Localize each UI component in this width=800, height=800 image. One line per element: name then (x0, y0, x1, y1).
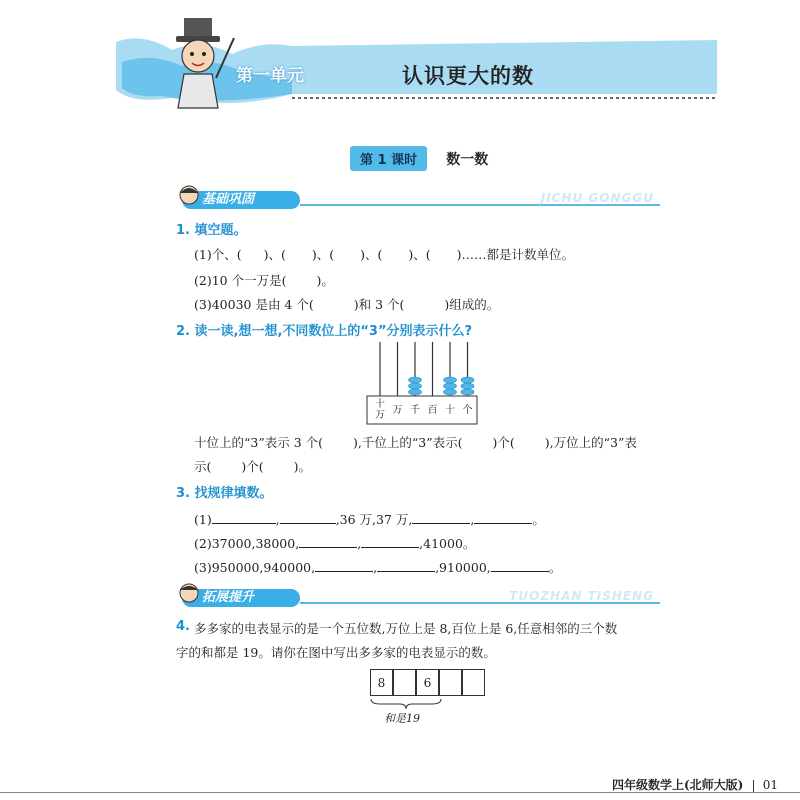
q1-line-3: (3)40030 是由 4 个( )和 3 个( )组成的。 (194, 297, 500, 312)
abacus-bead (444, 389, 457, 395)
q1-line-2: (2)10 个一万是( )。 (194, 273, 334, 288)
section-basic-pinyin: JICHU GONGGU (540, 191, 654, 205)
meter-digit-box[interactable]: 8 (370, 669, 393, 696)
abacus-place-label: 百 (427, 405, 438, 416)
abacus-bead (444, 377, 457, 383)
footer-page: 01 (762, 778, 778, 792)
section-basic-label: 基础巩固 (202, 192, 255, 207)
q1-title: 1. 填空题。 (176, 223, 247, 238)
abacus-figure (366, 340, 478, 426)
q1-line-1: (1)个、( )、( )、( )、( )、( )……都是计数单位。 (194, 247, 575, 262)
q2-line-1: 十位上的“3”表示 3 个( ),千位上的“3”表示( )个( ),万位上的“3”表 (194, 435, 637, 450)
abacus-bead (461, 383, 474, 389)
footer-divider (753, 780, 754, 792)
abacus-bead (444, 383, 457, 389)
abacus-bead (409, 383, 422, 389)
q3-line-3: (3)950000,940000, , ,910000, 。 (194, 560, 562, 575)
abacus-place-label: 十 (375, 399, 385, 410)
meter-digit-box[interactable] (439, 669, 462, 696)
sum-note: 和是19 (384, 712, 420, 725)
q4-line-2: 字的和都是 19。请你在图中写出多多家的电表显示的数。 (176, 645, 496, 660)
footer-book: 四年级数学上(北师大版) (611, 778, 744, 792)
meter-digit-box[interactable] (462, 669, 485, 696)
abacus-bead (461, 389, 474, 395)
q4-number: 4. (176, 619, 190, 634)
meter-digit-box[interactable] (393, 669, 416, 696)
abacus-bead (409, 389, 422, 395)
q4-line-1: 多多家的电表显示的是一个五位数,万位上是 8,百位上是 6,任意相邻的三个数 (194, 621, 618, 636)
abacus-place-label: 万 (392, 405, 403, 416)
footer (612, 776, 778, 793)
abacus-place-label: 万 (375, 410, 385, 421)
abacus-bead (409, 377, 422, 383)
q2-line-2: 示( )个( )。 (194, 459, 312, 474)
q3-title: 3. 找规律填数。 (176, 486, 273, 501)
abacus-bead (461, 377, 474, 383)
q3-line-2: (2)37000,38000, , ,41000。 (194, 536, 476, 551)
section-basic-bar (176, 189, 660, 211)
abacus-place-label: 千 (410, 405, 420, 416)
section-extend-pinyin: TUOZHAN TISHENG (509, 589, 654, 603)
abacus-place-label: 个 (462, 405, 473, 416)
abacus-place-label: 十 (445, 405, 455, 416)
unit-badge: 第一单元 (236, 66, 304, 86)
lesson-heading (350, 146, 488, 171)
page-title: 认识更大的数 (402, 64, 534, 88)
q2-title: 2. 读一读,想一想,不同数位上的“3”分别表示什么? (176, 324, 473, 339)
section-extend-label: 拓展提升 (202, 590, 255, 605)
lesson-badge: 第 1 课时 (350, 146, 427, 171)
section-extend-bar (176, 587, 660, 609)
sum-brace (370, 698, 442, 710)
meter-digit-box[interactable]: 6 (416, 669, 439, 696)
lesson-name: 数一数 (446, 152, 489, 168)
q3-line-1: (1) , ,36 万,37 万, , 。 (194, 512, 545, 527)
